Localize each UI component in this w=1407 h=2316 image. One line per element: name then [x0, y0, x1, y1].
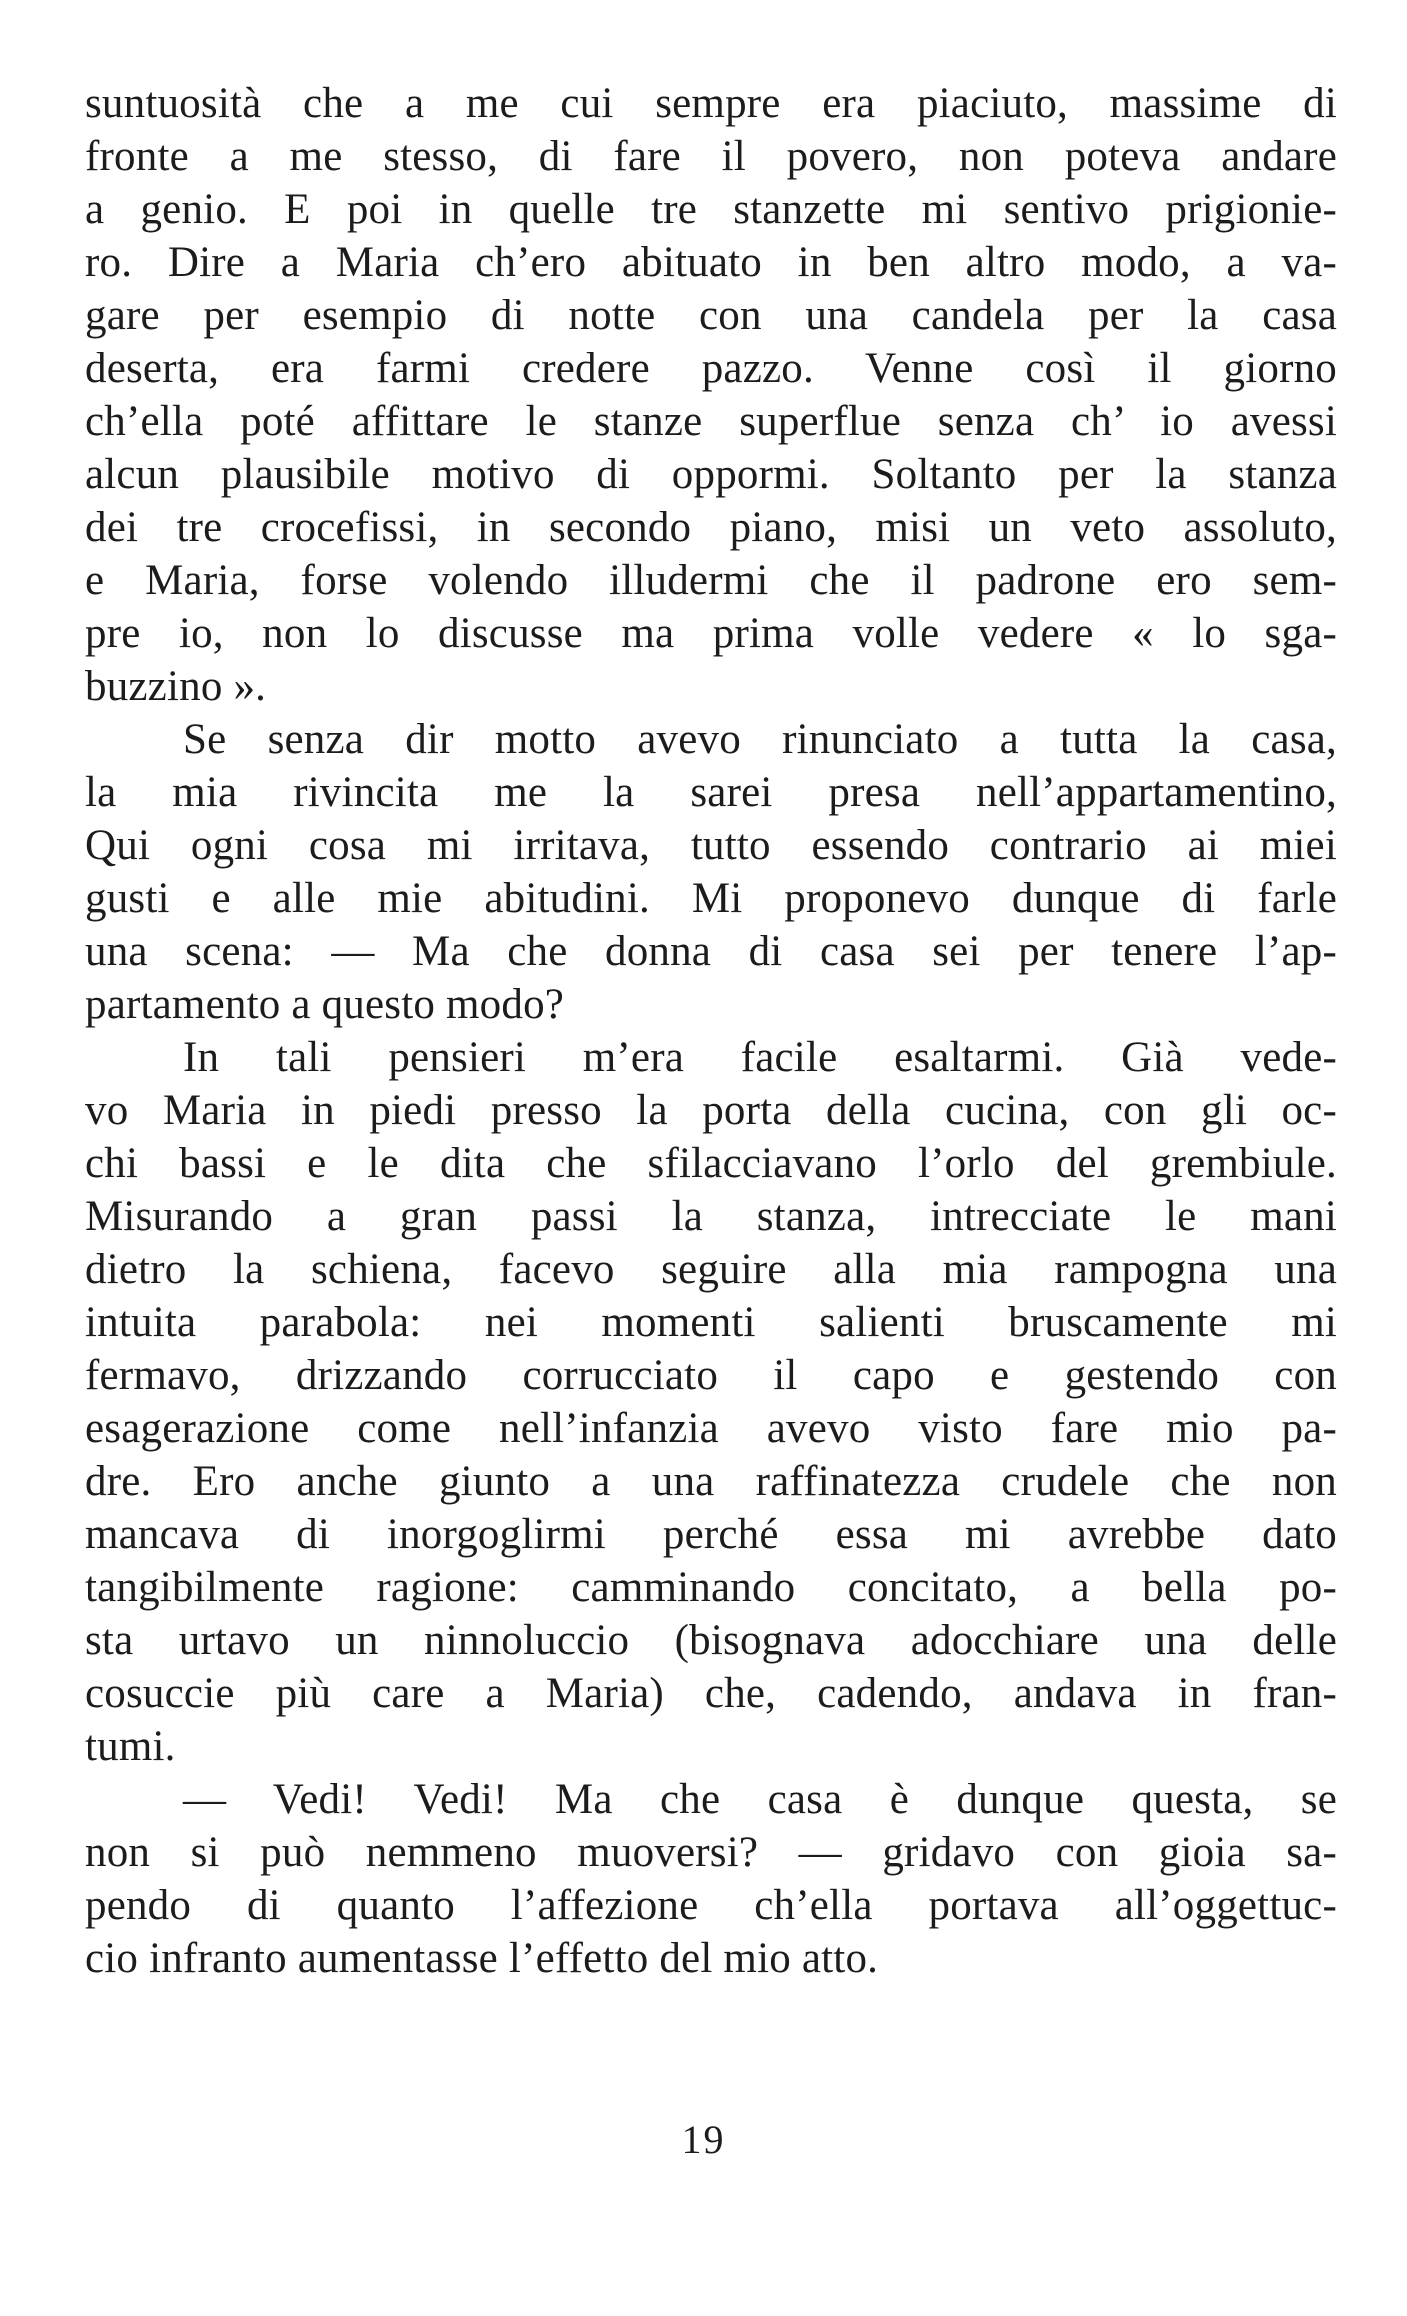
text-line: deserta, era farmi credere pazzo. Venne così il giorno: [85, 345, 1337, 392]
text-line: dre. Ero anche giunto a una raffinatezza crudele che non: [85, 1458, 1337, 1505]
text-line: vo Maria in piedi presso la porta della cucina, con gli oc-: [85, 1087, 1337, 1134]
text-line: tangibilmente ragione: camminando concitato, a bella po-: [85, 1564, 1337, 1611]
text-line: suntuosità che a me cui sempre era piaciuto, massime di: [85, 80, 1337, 127]
text-line: sta urtavo un ninnoluccio (bisognava adocchiare una delle: [85, 1617, 1337, 1664]
text-line: pendo di quanto l’affezione ch’ella portava all’oggettuc-: [85, 1882, 1337, 1929]
text-line: dei tre crocefissi, in secondo piano, misi un veto assoluto,: [85, 504, 1337, 551]
text-line: Misurando a gran passi la stanza, intrecciate le mani: [85, 1193, 1337, 1240]
text-line: la mia rivincita me la sarei presa nell’appartamentino,: [85, 769, 1337, 816]
text-line: — Vedi! Vedi! Ma che casa è dunque questa, se: [183, 1776, 1337, 1823]
text-line: pre io, non lo discusse ma prima volle vedere « lo sga-: [85, 610, 1337, 657]
text-line: dietro la schiena, facevo seguire alla mia rampogna una: [85, 1246, 1337, 1293]
text-line: In tali pensieri m’era facile esaltarmi. Già vede-: [183, 1034, 1337, 1081]
text-line: fronte a me stesso, di fare il povero, non poteva andare: [85, 133, 1337, 180]
text-line: alcun plausibile motivo di oppormi. Soltanto per la stanza: [85, 451, 1337, 498]
text-line: a genio. E poi in quelle tre stanzette mi sentivo prigionie-: [85, 186, 1337, 233]
text-line: ro. Dire a Maria ch’ero abituato in ben altro modo, a va-: [85, 239, 1337, 286]
text-line: fermavo, drizzando corrucciato il capo e gestendo con: [85, 1352, 1337, 1399]
text-line: e Maria, forse volendo illudermi che il padrone ero sem-: [85, 557, 1337, 604]
text-line: partamento a questo modo?: [85, 981, 565, 1028]
text-line: intuita parabola: nei momenti salienti bruscamente mi: [85, 1299, 1337, 1346]
text-line: buzzino ».: [85, 663, 267, 710]
text-line: mancava di inorgoglirmi perché essa mi avrebbe dato: [85, 1511, 1337, 1558]
text-line: tumi.: [85, 1723, 176, 1770]
text-line: cosuccie più care a Maria) che, cadendo, andava in fran-: [85, 1670, 1337, 1717]
page-number: 19: [681, 2117, 726, 2162]
text-line: gare per esempio di notte con una candela per la casa: [85, 292, 1337, 339]
text-line: gusti e alle mie abitudini. Mi proponevo dunque di farle: [85, 875, 1337, 922]
text-line: Se senza dir motto avevo rinunciato a tutta la casa,: [183, 716, 1337, 763]
text-line: non si può nemmeno muoversi? — gridavo con gioia sa-: [85, 1829, 1337, 1876]
text-line: chi bassi e le dita che sfilacciavano l’orlo del grembiule.: [85, 1140, 1337, 1187]
text-line: ch’ella poté affittare le stanze superflue senza ch’ io avessi: [85, 398, 1337, 445]
text-line: Qui ogni cosa mi irritava, tutto essendo contrario ai miei: [85, 822, 1337, 869]
text-line: esagerazione come nell’infanzia avevo visto fare mio pa-: [85, 1405, 1337, 1452]
text-line: cio infranto aumentasse l’effetto del mio atto.: [85, 1935, 879, 1982]
text-line: una scena: — Ma che donna di casa sei per tenere l’ap-: [85, 928, 1337, 975]
